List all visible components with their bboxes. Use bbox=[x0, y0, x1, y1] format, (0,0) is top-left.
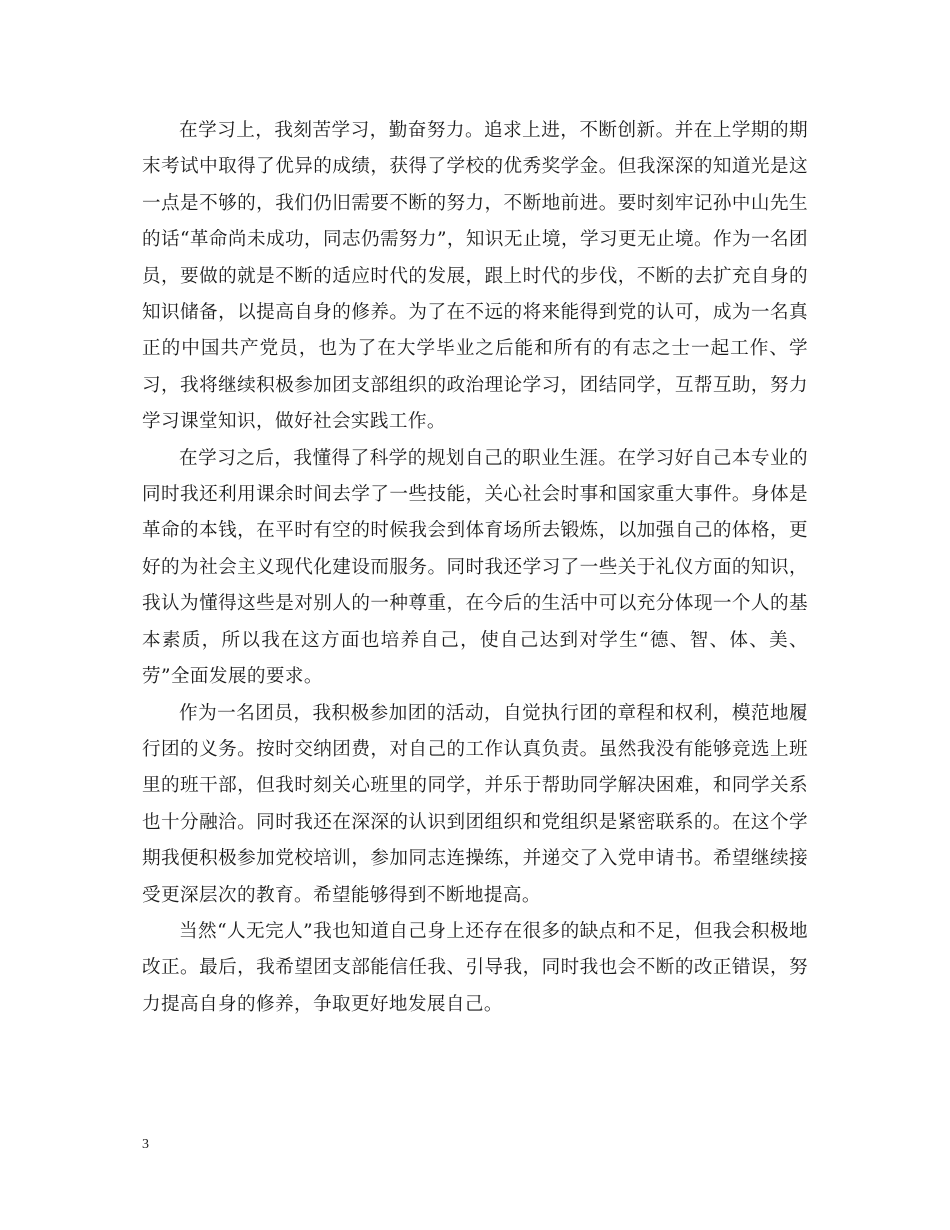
paragraph-study: 在学习上，我刻苦学习，勤奋努力。追求上进，不断创新。并在上学期的期末考试中取得了优异的成绩，获得了学校的优秀奖学金。但我深深的知道光是这一点是不够的，我们仍旧需要不断的努力，不断地前进。要时刻牢记孙中山先生的话“革命尚未成功，同志仍需努力”，知识无止境，学习更无止境。作为一名团员，要做的就是不断的适应时代的发展，跟上时代的步伐，不断的去扩充自身的知识储备，以提高自身的修养。为了在不远的将来能得到党的认可，成为一名真正的中国共产党员，也为了在大学毕业之后能和所有的有志之士一起工作、学习，我将继续积极参加团支部组织的政治理论学习，团结同学，互帮互助，努力学习课堂知识，做好社会实践工作。 bbox=[142, 120, 808, 433]
paragraph-self-improvement: 当然“人无完人”我也知道自己身上还存在很多的缺点和不足，但我会积极地改正。最后，我希望团支部能信任我、引导我，同时我也会不断的改正错误，努力提高自身的修养，争取更好地发展自己。 bbox=[142, 920, 808, 1015]
body-text bbox=[142, 113, 808, 1023]
paragraph-career-planning: 在学习之后，我懂得了科学的规划自己的职业生涯。在学习好自己本专业的同时我还利用课余时间去学了一些技能，关心社会时事和国家重大事件。身体是革命的本钱，在平时有空的时候我会到体育场所去锻炼，以加强自己的体格，更好的为社会主义现代化建设而服务。同时我还学习了一些关于礼仪方面的知识，我认为懂得这些是对别人的一种尊重，在今后的生活中可以充分体现一个人的基本素质，所以我在这方面也培养自己，使自己达到对学生“德、智、体、美、劳”全面发展的要求。 bbox=[142, 447, 808, 688]
page-number: 3 bbox=[142, 1137, 149, 1152]
paragraph-league-member: 作为一名团员，我积极参加团的活动，自觉执行团的章程和权利，模范地履行团的义务。按时交纳团费，对自己的工作认真负责。虽然我没有能够竞选上班里的班干部，但我时刻关心班里的同学，并乐于帮助同学解决困难，和同学关系也十分融洽。同时我还在深深的认识到团组织和党组织是紧密联系的。在这个学期我便积极参加党校培训，参加同志连操练，并递交了入党申请书。希望继续接受更深层次的教育。希望能够得到不断地提高。 bbox=[142, 702, 808, 906]
